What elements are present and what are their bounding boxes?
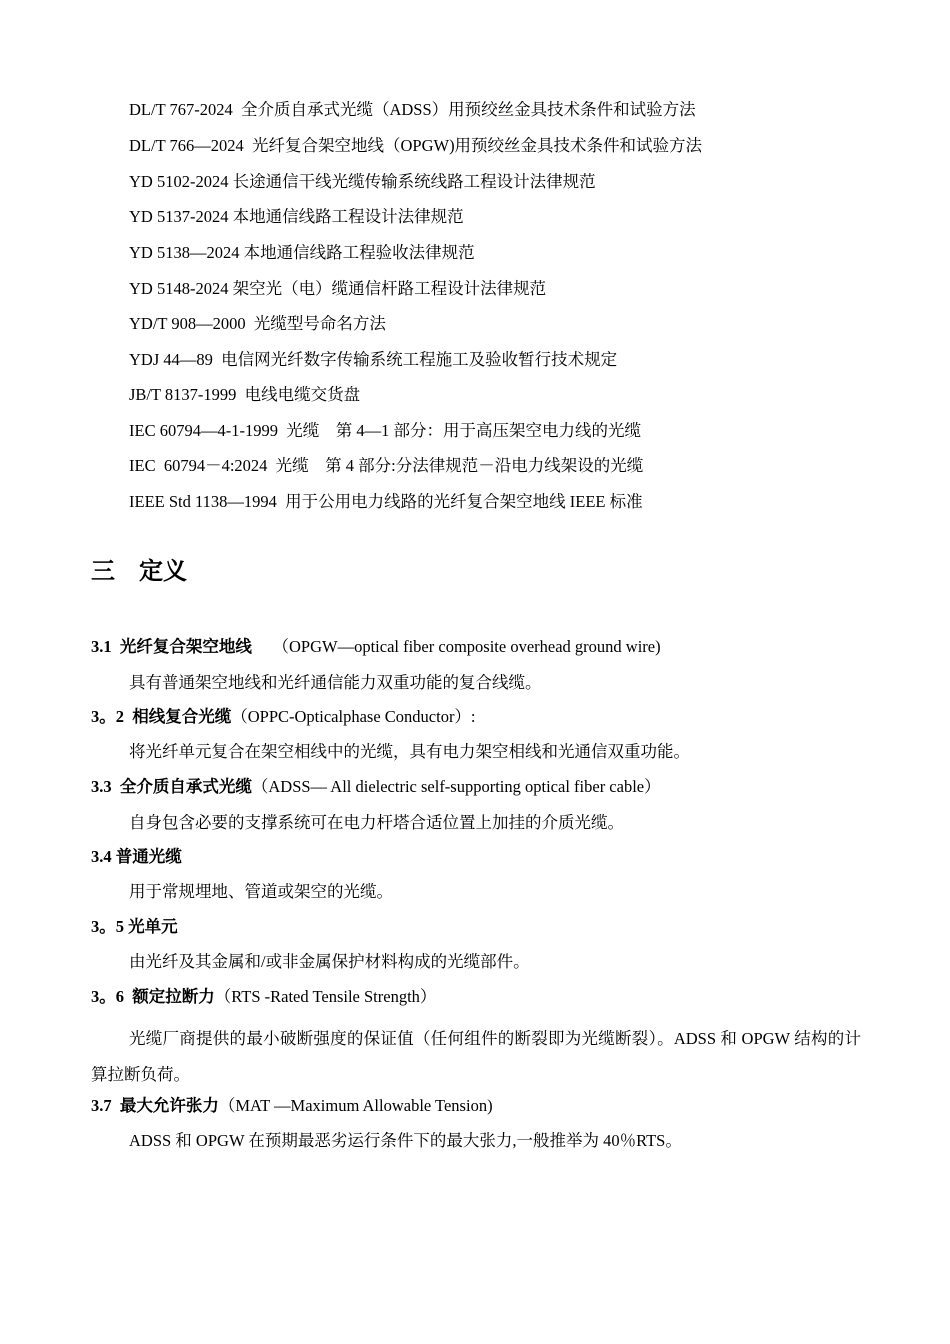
term-name: 最大允许张力 [119, 1096, 219, 1115]
term-number: 3。5 [91, 917, 129, 936]
term-description: 由光纤及其金属和/或非金属保护材料构成的光缆部件。 [129, 952, 530, 971]
reference-item: YD 5102-2024 长途通信干线光缆传输系统线路工程设计法律规范 [129, 172, 596, 191]
term-name: 光纤复合架空地线 [119, 637, 252, 656]
term-3-5 [91, 916, 178, 938]
reference-item: YD 5137-2024 本地通信线路工程设计法律规范 [129, 207, 464, 226]
term-3-1 [91, 636, 661, 658]
term-english: （OPPC-Opticalphase Conductor）: [231, 707, 476, 726]
term-3-6 [91, 986, 436, 1008]
term-description: 将光纤单元复合在架空相线中的光缆，具有电力架空相线和光通信双重功能。 [129, 742, 690, 761]
term-english: （ADSS— All dielectric self-supporting optical fiber cable） [251, 777, 661, 796]
term-description: 自身包含必要的支撑系统可在电力杆塔合适位置上加挂的介质光缆。 [129, 813, 624, 832]
reference-item: YD/T 908—2000 光缆型号命名方法 [129, 314, 386, 333]
term-number: 3。6 [91, 987, 133, 1006]
term-description: 用于常规埋地、管道或架空的光缆。 [129, 882, 393, 901]
term-number: 3.1 [91, 637, 120, 656]
reference-item: JB/T 8137-1999 电线电缆交货盘 [129, 385, 361, 404]
term-name: 全介质自承式光缆 [119, 777, 252, 796]
term-number: 3。2 [91, 707, 133, 726]
reference-item: IEC 60794－4:2024 光缆 第 4 部分:分法律规范－沿电力线架设的光缆 [129, 456, 644, 475]
term-3-4 [91, 846, 182, 868]
section-heading: 三 定义 [91, 559, 187, 585]
term-3-3 [91, 776, 661, 798]
reference-item: DL/T 766—2024 光纤复合架空地线（OPGW)用预绞丝金具技术条件和试验方法 [129, 136, 703, 155]
reference-item: IEEE Std 1138—1994 用于公用电力线路的光纤复合架空地线 IEEE 标准 [129, 492, 643, 511]
term-3-7 [91, 1095, 493, 1117]
term-3-2 [91, 706, 476, 728]
term-english: （RTS -Rated Tensile Strength） [214, 987, 437, 1006]
reference-item: YD 5148-2024 架空光（电）缆通信杆路工程设计法律规范 [129, 279, 547, 298]
term-description: ADSS 和 OPGW 在预期最恶劣运行条件下的最大张力,一般推举为 40％RTS。 [129, 1131, 682, 1150]
term-english: （MAT —Maximum Allowable Tension) [218, 1096, 493, 1115]
term-name: 额定拉断力 [132, 987, 215, 1006]
term-number: 3.7 [91, 1096, 120, 1115]
term-number: 3.3 [91, 777, 120, 796]
term-name: 相线复合光缆 [132, 707, 232, 726]
term-description: 光缆厂商提供的最小破断强度的保证值（任何组件的断裂即为光缆断裂）。ADSS 和 OPGW 结构的计算拉断负荷。 [91, 1029, 861, 1084]
term-name: 普通光缆 [115, 847, 182, 866]
reference-item: DL/T 767-2024 全介质自承式光缆（ADSS）用预绞丝金具技术条件和试验方法 [129, 100, 696, 119]
term-name: 光单元 [128, 917, 178, 936]
term-english: （OPGW—optical fiber composite overhead ground wire) [251, 637, 661, 656]
reference-item: YD 5138—2024 本地通信线路工程验收法律规范 [129, 243, 475, 262]
reference-item: YDJ 44—89 电信网光纤数字传输系统工程施工及验收暂行技术规定 [129, 350, 618, 369]
term-number: 3.4 [91, 847, 116, 866]
term-description: 具有普通架空地线和光纤通信能力双重功能的复合线缆。 [129, 673, 542, 692]
reference-item: IEC 60794—4-1-1999 光缆 第 4—1 部分：用于高压架空电力线的光缆 [129, 421, 641, 440]
